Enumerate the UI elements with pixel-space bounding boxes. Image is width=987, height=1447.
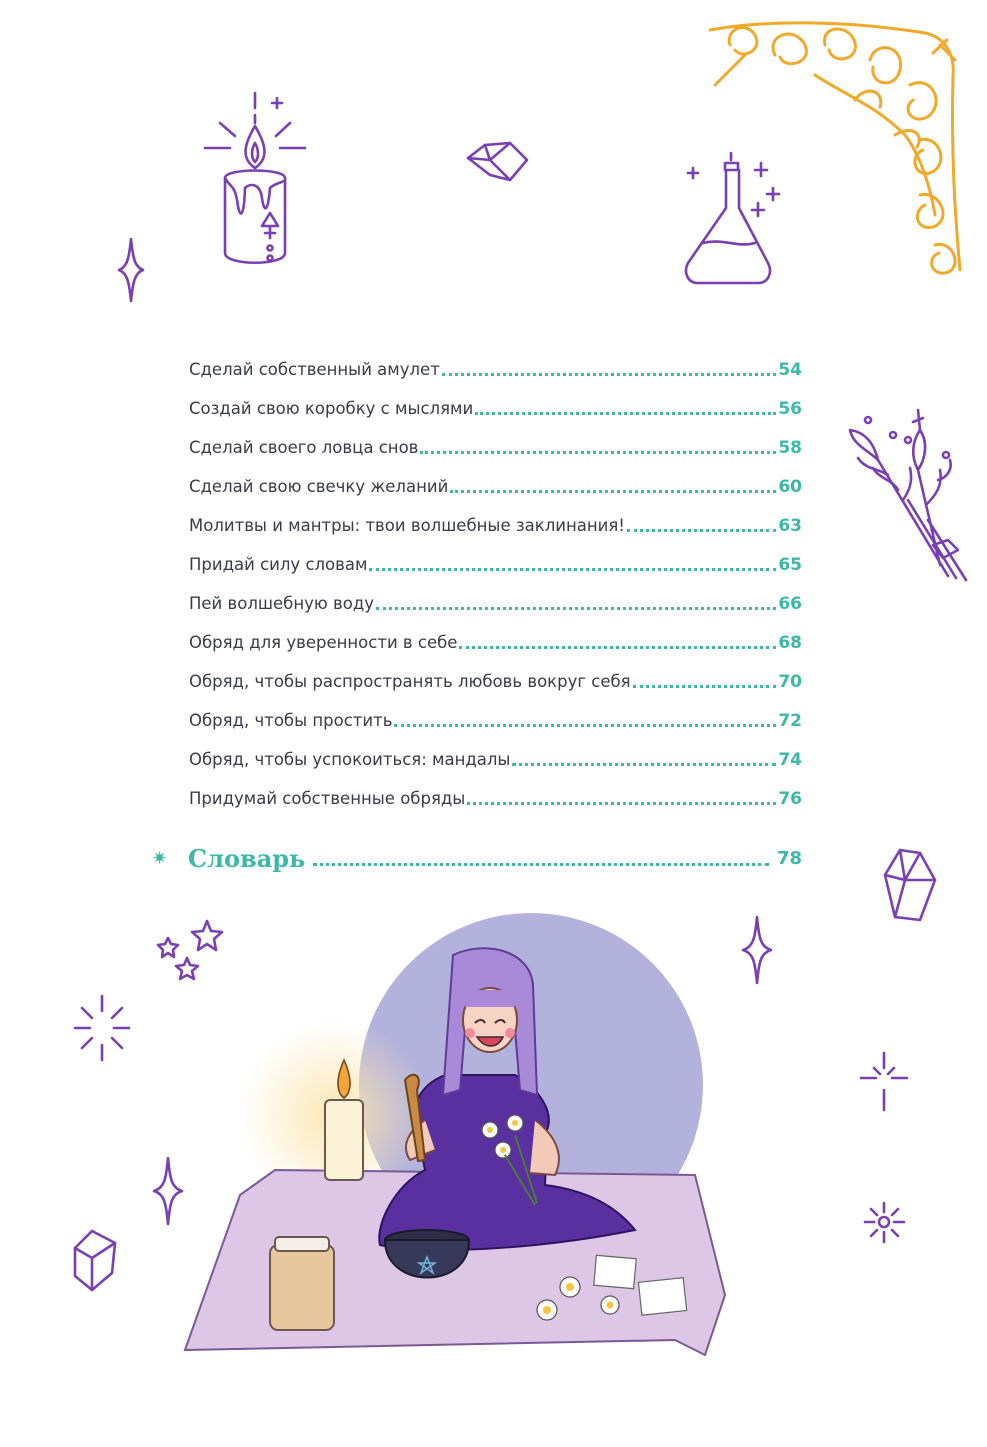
toc-title: Обряд, чтобы распространять любовь вокруг себя <box>189 672 631 691</box>
crystal-icon <box>880 845 940 925</box>
potion-flask-icon <box>683 148 783 288</box>
dot-leader <box>313 863 769 866</box>
crystal-icon <box>465 140 530 185</box>
dot-leader <box>420 451 776 454</box>
dot-leader <box>442 373 777 376</box>
dictionary-title: Словарь <box>188 843 306 873</box>
dot-leader <box>450 490 776 493</box>
toc-page: 56 <box>778 398 802 419</box>
toc-title: Придумай собственные обряды <box>189 789 466 808</box>
table-of-contents <box>189 350 802 818</box>
toc-title: Создай свою коробку с мыслями <box>189 399 474 418</box>
sparkle-icon <box>858 1050 910 1112</box>
toc-page: 63 <box>778 515 802 536</box>
toc-entry[interactable] <box>189 779 802 818</box>
toc-entry[interactable] <box>189 584 802 623</box>
toc-entry[interactable] <box>189 701 802 740</box>
dot-leader <box>633 685 777 688</box>
toc-title: Молитвы и мантры: твои волшебные заклинания! <box>189 516 625 535</box>
candle-icon <box>200 88 315 273</box>
dot-leader <box>394 724 776 727</box>
dot-leader <box>627 529 776 532</box>
sparkle-icon <box>72 993 132 1063</box>
toc-page: 68 <box>778 632 802 653</box>
toc-entry[interactable] <box>189 662 802 701</box>
dot-leader <box>475 412 776 415</box>
sparkle-icon <box>117 237 145 303</box>
toc-title: Обряд, чтобы успокоиться: мандалы <box>189 750 511 769</box>
toc-title: Обряд, чтобы простить <box>189 711 393 730</box>
sparkle-icon <box>862 1200 907 1245</box>
toc-entry[interactable] <box>189 545 802 584</box>
sparkle-icon <box>152 1156 184 1226</box>
toc-entry[interactable] <box>189 506 802 545</box>
dot-leader <box>376 607 776 610</box>
toc-page: 60 <box>778 476 802 497</box>
asterisk-icon: ✷ <box>152 847 168 869</box>
toc-page: 65 <box>778 554 802 575</box>
toc-page: 54 <box>778 359 802 380</box>
dot-leader <box>467 802 776 805</box>
crystal-icon <box>70 1228 120 1293</box>
dictionary-entry[interactable] <box>152 838 802 878</box>
dot-leader <box>369 568 776 571</box>
toc-title: Придай силу словам <box>189 555 368 574</box>
toc-title: Сделай свою свечку желаний <box>189 477 449 496</box>
toc-page: 76 <box>778 788 802 809</box>
sparkle-icon <box>741 915 773 985</box>
toc-title: Обряд для уверенности в себе <box>189 633 458 652</box>
toc-title: Сделай собственный амулет <box>189 360 440 379</box>
toc-page: 72 <box>778 710 802 731</box>
toc-entry[interactable] <box>189 467 802 506</box>
toc-page: 74 <box>778 749 802 770</box>
toc-entry[interactable] <box>189 623 802 662</box>
toc-entry[interactable] <box>189 389 802 428</box>
toc-page: 58 <box>778 437 802 458</box>
dot-leader <box>512 763 776 766</box>
lavender-bundle-icon <box>848 400 973 585</box>
dot-leader <box>459 646 776 649</box>
toc-entry[interactable] <box>189 740 802 779</box>
toc-title: Пей волшебную воду <box>189 594 374 613</box>
toc-page: 66 <box>778 593 802 614</box>
toc-entry[interactable] <box>189 428 802 467</box>
dictionary-page: 78 <box>776 847 802 869</box>
witch-girl-illustration <box>185 945 725 1365</box>
toc-title: Сделай своего ловца снов <box>189 438 419 457</box>
toc-page: 70 <box>778 671 802 692</box>
toc-entry[interactable] <box>189 350 802 389</box>
